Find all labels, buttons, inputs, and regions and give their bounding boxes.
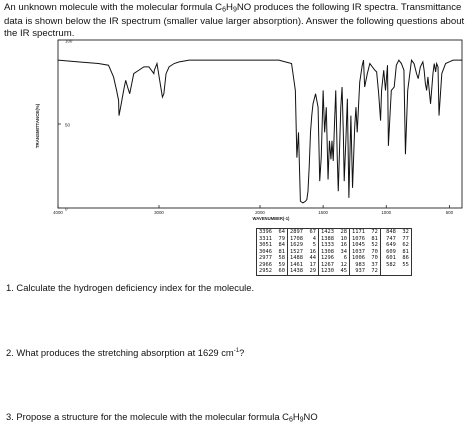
- peak-transmittance: 72: [368, 268, 378, 274]
- x-tick-label: 2000: [255, 210, 265, 215]
- peak-wavenumber: 2966: [259, 261, 272, 268]
- intro-line-2: data is shown below the IR spectrum (smaller value larger absorption). Answer the following questions about: [4, 16, 465, 28]
- peak-transmittance: 77: [399, 235, 409, 242]
- peak-transmittance: 28: [337, 229, 347, 235]
- peak-transmittance: 32: [399, 229, 409, 235]
- peak-transmittance: 81: [275, 248, 285, 255]
- peak-wavenumber: 1076: [351, 235, 365, 242]
- peak-table-column: [380, 229, 411, 276]
- peak-transmittance: 10: [337, 235, 347, 242]
- peak-transmittance: 45: [337, 268, 347, 274]
- peak-wavenumber: 747: [382, 235, 396, 242]
- x-axis-label: WAVENUMBER(-1): [252, 216, 290, 221]
- peak-wavenumber: 1461: [289, 261, 303, 268]
- peak-entry: [383, 262, 409, 269]
- peak-transmittance: 29: [306, 268, 316, 274]
- peak-transmittance: 58: [275, 255, 285, 261]
- y-tick-label: 100: [65, 38, 73, 44]
- peak-transmittance: 60: [275, 268, 285, 274]
- peak-wavenumber: 1037: [351, 248, 365, 255]
- peak-transmittance: 16: [337, 242, 347, 248]
- plot-frame: [58, 40, 462, 208]
- ir-spectrum-chart: [0, 34, 474, 224]
- peak-transmittance: 34: [337, 248, 347, 255]
- peak-wavenumber: 1296: [320, 255, 334, 261]
- x-tick-label: 3000: [154, 210, 164, 215]
- peak-transmittance: 67: [306, 229, 316, 235]
- x-tick-label: 1500: [318, 210, 329, 215]
- question-3: 3. Propose a structure for the molecule with the molecular formula $C_6H_9NO$: [6, 411, 318, 424]
- peak-transmittance: 59: [275, 261, 285, 268]
- peak-transmittance: 70: [368, 255, 378, 261]
- peak-table: [256, 228, 412, 276]
- peak-transmittance: 79: [275, 235, 285, 242]
- peak-wavenumber: 1171: [351, 229, 365, 235]
- peak-wavenumber: 2952: [259, 268, 272, 274]
- peak-transmittance: 6: [337, 255, 347, 261]
- peak-wavenumber: 1308: [320, 248, 334, 255]
- peak-transmittance: 12: [337, 261, 347, 268]
- peak-transmittance: 70: [368, 248, 378, 255]
- formula-c-subscript: 6: [288, 416, 293, 424]
- intro-line-1: An unknown molecule with the molecular formula $C_6H_9NO$ produces the following IR spectra. Transmittance: [4, 2, 462, 14]
- peak-wavenumber: 649: [382, 242, 396, 248]
- peak-table-column: [287, 229, 318, 276]
- peak-wavenumber: 848: [382, 229, 396, 235]
- peak-transmittance: 81: [368, 235, 378, 242]
- peak-transmittance: 5: [306, 242, 316, 248]
- peak-wavenumber: 2977: [259, 255, 272, 261]
- peak-table-column: [257, 229, 288, 276]
- peak-wavenumber: 1267: [320, 261, 334, 268]
- peak-wavenumber: 1423: [320, 229, 334, 235]
- peak-wavenumber: 3311: [259, 235, 272, 242]
- peak-table-column: [349, 229, 380, 276]
- question-1: 1. Calculate the hydrogen deficiency index for the molecule.: [6, 282, 255, 293]
- transmittance-series-line: [58, 60, 462, 203]
- peak-transmittance: 72: [368, 229, 378, 235]
- peak-entry: [321, 268, 347, 275]
- x-tick-label: 500: [445, 210, 454, 215]
- peak-wavenumber: 3046: [259, 248, 272, 255]
- peak-wavenumber: 1006: [351, 255, 365, 261]
- peak-transmittance: 55: [399, 261, 409, 268]
- peak-transmittance: 86: [399, 255, 409, 261]
- peak-wavenumber: 1045: [351, 242, 365, 248]
- x-tick-label: 4000: [53, 210, 63, 215]
- peak-wavenumber: 1527: [289, 248, 303, 255]
- peak-wavenumber: 1388: [320, 235, 334, 242]
- peak-wavenumber: 582: [382, 261, 396, 268]
- formula-c-subscript: 6: [222, 6, 227, 14]
- peak-transmittance: 62: [399, 242, 409, 248]
- peak-transmittance: 4: [306, 235, 316, 242]
- peak-wavenumber: 1230: [320, 268, 334, 274]
- peak-wavenumber: 937: [351, 268, 365, 274]
- peak-transmittance: 44: [306, 255, 316, 261]
- peak-transmittance: 64: [275, 229, 285, 235]
- peak-wavenumber: 983: [351, 261, 365, 268]
- peak-wavenumber: 601: [382, 255, 396, 261]
- peak-transmittance: 52: [368, 242, 378, 248]
- peak-table-column: [318, 229, 349, 276]
- question-2: 2. What produces the stretching absorption at 1629 $cm^{-1}$?: [6, 347, 245, 358]
- peak-wavenumber: 1333: [320, 242, 334, 248]
- peak-wavenumber: 1488: [289, 255, 303, 261]
- peak-wavenumber: 1708: [289, 235, 303, 242]
- peak-wavenumber: 1629: [289, 242, 303, 248]
- y-tick-label: 0: [65, 206, 68, 212]
- peak-wavenumber: 609: [382, 248, 396, 255]
- formula-h-subscript: 9: [299, 416, 304, 424]
- unit-superscript: -1: [233, 348, 240, 354]
- peak-transmittance: 17: [306, 261, 316, 268]
- peak-wavenumber: 1438: [289, 268, 303, 274]
- peak-transmittance: 37: [368, 261, 378, 268]
- peak-wavenumber: 2897: [289, 229, 303, 235]
- y-tick-label: 50: [65, 122, 70, 128]
- peak-entry: [259, 268, 285, 275]
- y-axis-label: TRANSMITTANCE(%): [35, 103, 40, 149]
- peak-wavenumber: 3396: [259, 229, 272, 235]
- intro-line-3: the IR spectrum.: [4, 27, 75, 39]
- peak-transmittance: 81: [399, 248, 409, 255]
- peak-wavenumber: 3051: [259, 242, 272, 248]
- peak-transmittance: 16: [306, 248, 316, 255]
- peak-entry: [290, 268, 316, 275]
- peak-transmittance: 84: [275, 242, 285, 248]
- formula-h-subscript: 9: [232, 6, 237, 14]
- x-tick-label: 1000: [381, 210, 392, 215]
- peak-entry: [352, 268, 378, 275]
